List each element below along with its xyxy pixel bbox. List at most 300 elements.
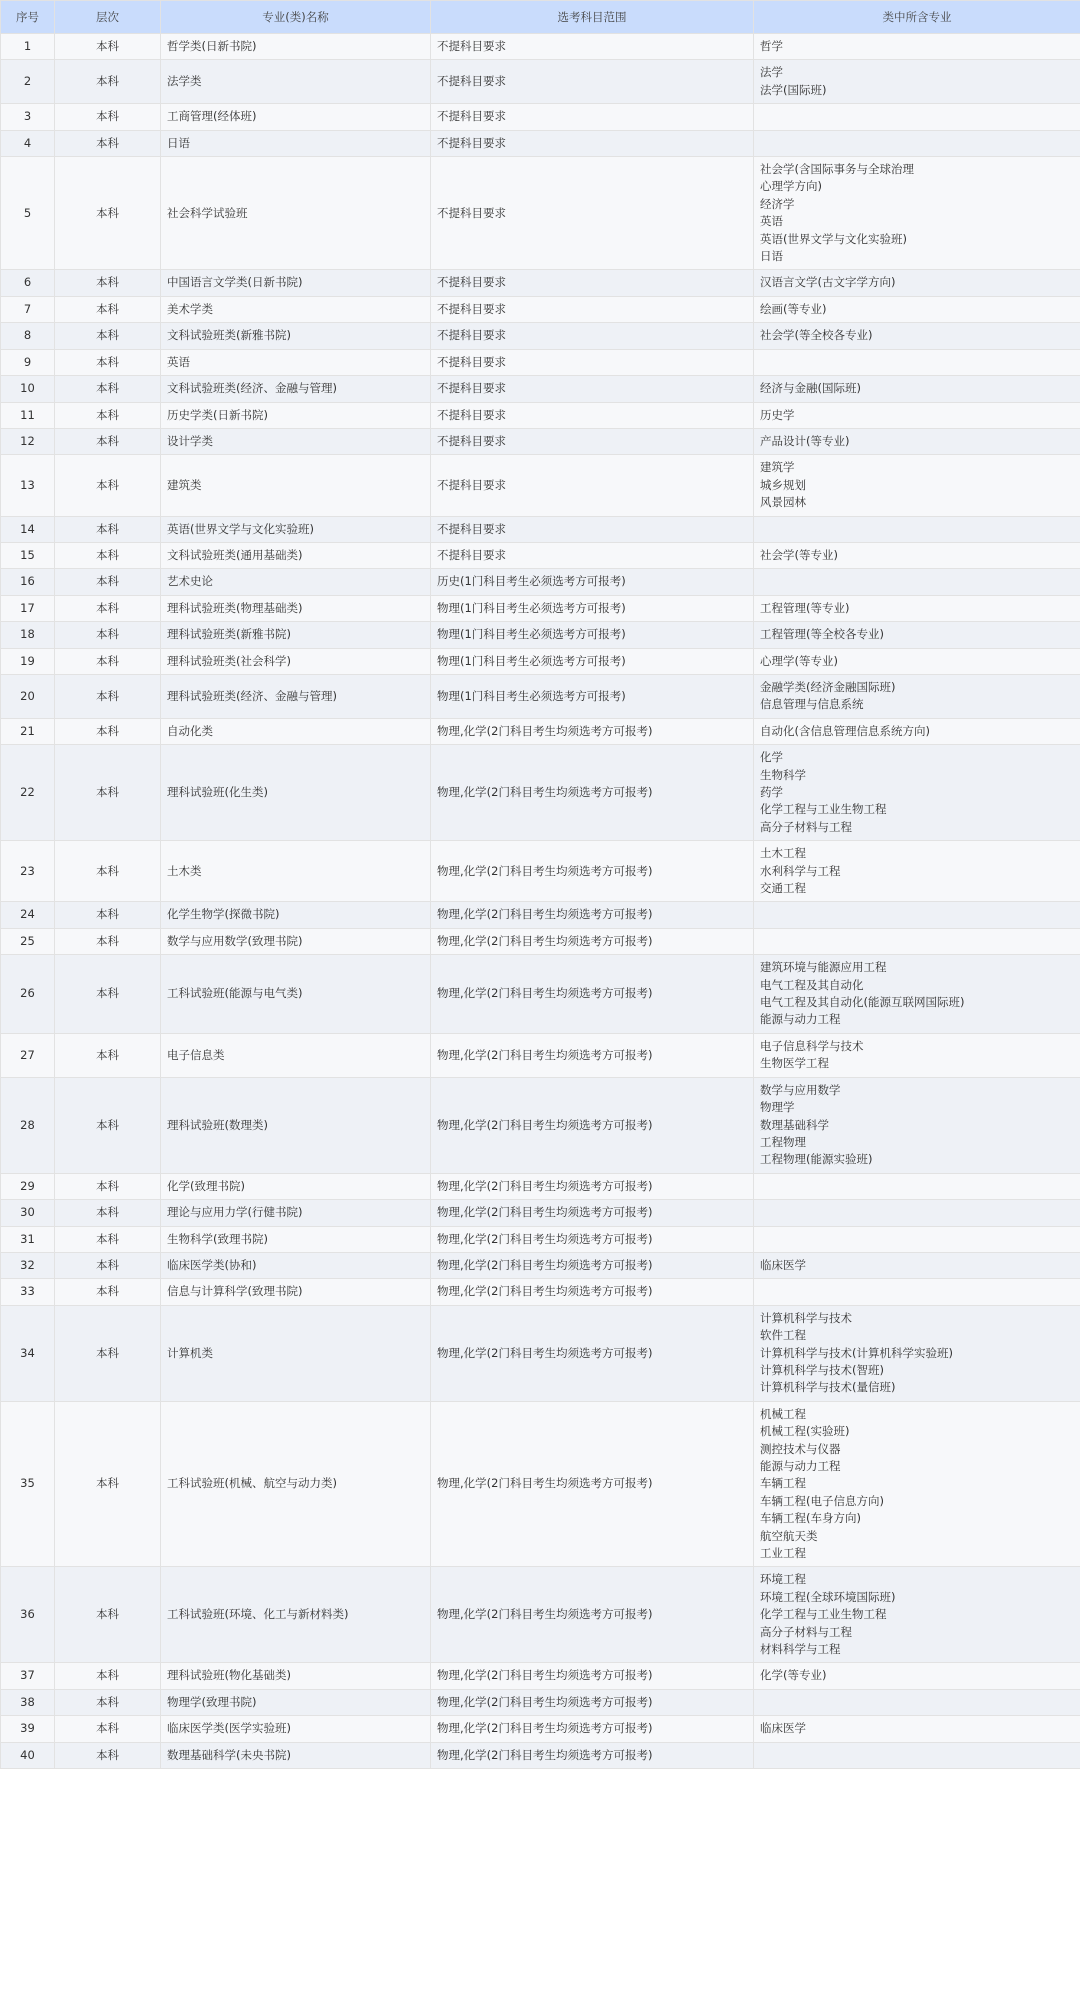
- included-major-item: 心理学(等专业): [760, 653, 838, 668]
- cell-included-majors: [754, 455, 1080, 516]
- cell-major-name: 工科试验班(机械、航空与动力类): [161, 1401, 431, 1567]
- included-major-item: 数理基础科学: [760, 1117, 829, 1132]
- cell-major-name: 计算机类: [161, 1305, 431, 1401]
- cell-major-name: 美术学类: [161, 296, 431, 322]
- table-row: [1, 60, 1080, 104]
- cell-major-name: 物理学(致理书院): [161, 1689, 431, 1715]
- cell-major-name: 信息与计算科学(致理书院): [161, 1279, 431, 1305]
- cell-level: 本科: [55, 428, 161, 454]
- table-row: [1, 1689, 1080, 1715]
- cell-index: 5: [1, 157, 55, 270]
- included-major-item: 数学与应用数学: [760, 1082, 841, 1097]
- cell-index: 17: [1, 595, 55, 621]
- table-row: [1, 674, 1080, 718]
- cell-major-name: 化学(致理书院): [161, 1173, 431, 1199]
- cell-included-majors: [754, 270, 1080, 296]
- cell-level: 本科: [55, 130, 161, 156]
- cell-major-name: 英语: [161, 349, 431, 375]
- table-header-row: [1, 1, 1080, 34]
- cell-level: 本科: [55, 455, 161, 516]
- included-major-item: 社会学(等全校各专业): [760, 328, 873, 343]
- included-major-item: 建筑学: [760, 460, 795, 475]
- included-major-item: 生物科学: [760, 767, 806, 782]
- cell-level: 本科: [55, 569, 161, 595]
- included-major-item: 工程物理(能源实验班): [760, 1152, 873, 1167]
- cell-level: 本科: [55, 1567, 161, 1663]
- table-row: [1, 1200, 1080, 1226]
- cell-included-majors: [754, 1716, 1080, 1742]
- table-row: [1, 1401, 1080, 1567]
- cell-index: 8: [1, 323, 55, 349]
- cell-subject-requirement: 物理,化学(2门科目考生均须选考方可报考): [431, 902, 754, 928]
- cell-subject-requirement: 物理,化学(2门科目考生均须选考方可报考): [431, 1173, 754, 1199]
- table-row: [1, 157, 1080, 270]
- included-major-item: 城乡规划: [760, 477, 806, 492]
- cell-major-name: 理科试验班类(物理基础类): [161, 595, 431, 621]
- included-major-item: 自动化(含信息管理信息系统方向): [760, 723, 930, 738]
- cell-level: 本科: [55, 1033, 161, 1077]
- included-major-item: 化学工程与工业生物工程: [760, 1607, 887, 1622]
- included-major-item: 工程管理(等专业): [760, 600, 850, 615]
- included-major-item: 英语: [760, 214, 783, 229]
- included-major-item: 经济学: [760, 196, 795, 211]
- cell-index: 12: [1, 428, 55, 454]
- cell-included-majors: [754, 1689, 1080, 1715]
- included-major-item: 化学(等专业): [760, 1668, 827, 1683]
- cell-subject-requirement: 物理(1门科目考生必须选考方可报考): [431, 622, 754, 648]
- cell-included-majors: [754, 1305, 1080, 1401]
- included-major-item: 经济与金融(国际班): [760, 381, 861, 396]
- cell-subject-requirement: 不提科目要求: [431, 402, 754, 428]
- cell-subject-requirement: 不提科目要求: [431, 130, 754, 156]
- cell-index: 1: [1, 34, 55, 60]
- cell-major-name: 文科试验班类(新雅书院): [161, 323, 431, 349]
- table-row: [1, 1033, 1080, 1077]
- cell-major-name: 哲学类(日新书院): [161, 34, 431, 60]
- cell-major-name: 工科试验班(环境、化工与新材料类): [161, 1567, 431, 1663]
- cell-level: 本科: [55, 323, 161, 349]
- cell-subject-requirement: 物理,化学(2门科目考生均须选考方可报考): [431, 1567, 754, 1663]
- cell-index: 15: [1, 542, 55, 568]
- cell-major-name: 临床医学类(协和): [161, 1252, 431, 1278]
- cell-subject-requirement: 物理,化学(2门科目考生均须选考方可报考): [431, 841, 754, 902]
- cell-included-majors: [754, 296, 1080, 322]
- included-major-item: 汉语言文学(古文字学方向): [760, 275, 896, 290]
- cell-level: 本科: [55, 622, 161, 648]
- cell-index: 31: [1, 1226, 55, 1252]
- table-row: [1, 270, 1080, 296]
- cell-level: 本科: [55, 296, 161, 322]
- cell-major-name: 理科试验班(化生类): [161, 745, 431, 841]
- included-major-item: 高分子材料与工程: [760, 1624, 852, 1639]
- cell-index: 32: [1, 1252, 55, 1278]
- included-major-item: 软件工程: [760, 1328, 806, 1343]
- cell-index: 34: [1, 1305, 55, 1401]
- cell-level: 本科: [55, 1173, 161, 1199]
- included-major-item: 历史学: [760, 407, 795, 422]
- table-row: [1, 104, 1080, 130]
- table-row: [1, 1226, 1080, 1252]
- cell-included-majors: [754, 542, 1080, 568]
- table-row: [1, 1077, 1080, 1173]
- cell-level: 本科: [55, 648, 161, 674]
- cell-level: 本科: [55, 1401, 161, 1567]
- cell-level: 本科: [55, 928, 161, 954]
- cell-index: 3: [1, 104, 55, 130]
- table-row: [1, 34, 1080, 60]
- included-major-item: 计算机科学与技术(计算机科学实验班): [760, 1345, 953, 1360]
- cell-included-majors: [754, 130, 1080, 156]
- cell-included-majors: [754, 955, 1080, 1034]
- cell-major-name: 建筑类: [161, 455, 431, 516]
- cell-index: 30: [1, 1200, 55, 1226]
- cell-index: 10: [1, 376, 55, 402]
- cell-major-name: 电子信息类: [161, 1033, 431, 1077]
- included-major-item: 电气工程及其自动化: [760, 977, 864, 992]
- included-major-item: 环境工程: [760, 1572, 806, 1587]
- cell-included-majors: [754, 1567, 1080, 1663]
- cell-level: 本科: [55, 595, 161, 621]
- table-row: [1, 428, 1080, 454]
- cell-subject-requirement: 物理,化学(2门科目考生均须选考方可报考): [431, 1663, 754, 1689]
- cell-index: 33: [1, 1279, 55, 1305]
- cell-subject-requirement: 物理,化学(2门科目考生均须选考方可报考): [431, 1742, 754, 1768]
- table-row: [1, 648, 1080, 674]
- cell-index: 25: [1, 928, 55, 954]
- included-major-item: 心理学方向): [760, 179, 822, 194]
- cell-included-majors: [754, 718, 1080, 744]
- included-major-item: 绘画(等专业): [760, 301, 827, 316]
- table-row: [1, 1305, 1080, 1401]
- cell-level: 本科: [55, 1200, 161, 1226]
- included-major-item: 工程物理: [760, 1134, 806, 1149]
- cell-index: 4: [1, 130, 55, 156]
- cell-index: 24: [1, 902, 55, 928]
- included-major-item: 计算机科学与技术(智班): [760, 1362, 884, 1377]
- cell-included-majors: [754, 1401, 1080, 1567]
- cell-subject-requirement: 物理,化学(2门科目考生均须选考方可报考): [431, 1716, 754, 1742]
- included-major-item: 水利科学与工程: [760, 863, 841, 878]
- cell-subject-requirement: 物理,化学(2门科目考生均须选考方可报考): [431, 1252, 754, 1278]
- included-major-item: 材料科学与工程: [760, 1642, 841, 1657]
- table-row: [1, 622, 1080, 648]
- table-row: [1, 402, 1080, 428]
- cell-level: 本科: [55, 1689, 161, 1715]
- cell-level: 本科: [55, 1077, 161, 1173]
- included-major-item: 计算机科学与技术: [760, 1310, 852, 1325]
- included-major-item: 临床医学: [760, 1721, 806, 1736]
- cell-level: 本科: [55, 1305, 161, 1401]
- cell-included-majors: [754, 1033, 1080, 1077]
- cell-subject-requirement: 物理,化学(2门科目考生均须选考方可报考): [431, 1226, 754, 1252]
- cell-index: 37: [1, 1663, 55, 1689]
- included-major-item: 能源与动力工程: [760, 1459, 841, 1473]
- header-major-name: 专业(类)名称: [161, 1, 431, 34]
- cell-major-name: 法学类: [161, 60, 431, 104]
- cell-subject-requirement: 物理,化学(2门科目考生均须选考方可报考): [431, 1279, 754, 1305]
- cell-subject-requirement: 物理,化学(2门科目考生均须选考方可报考): [431, 1077, 754, 1173]
- included-major-item: 信息管理与信息系统: [760, 697, 864, 712]
- cell-index: 35: [1, 1401, 55, 1567]
- included-major-item: 土木工程: [760, 846, 806, 861]
- cell-level: 本科: [55, 745, 161, 841]
- included-major-item: 社会学(含国际事务与全球治理: [760, 162, 914, 177]
- included-major-item: 金融学类(经济金融国际班): [760, 679, 896, 694]
- cell-index: 19: [1, 648, 55, 674]
- table-row: [1, 902, 1080, 928]
- cell-level: 本科: [55, 516, 161, 542]
- cell-included-majors: [754, 1077, 1080, 1173]
- included-major-item: 哲学: [760, 39, 783, 53]
- cell-subject-requirement: 物理,化学(2门科目考生均须选考方可报考): [431, 928, 754, 954]
- included-major-item: 社会学(等专业): [760, 547, 838, 562]
- cell-index: 28: [1, 1077, 55, 1173]
- cell-level: 本科: [55, 1742, 161, 1768]
- cell-level: 本科: [55, 1663, 161, 1689]
- included-major-item: 机械工程: [760, 1406, 806, 1421]
- included-major-item: 测控技术与仪器: [760, 1441, 841, 1456]
- cell-index: 20: [1, 674, 55, 718]
- cell-included-majors: [754, 1200, 1080, 1226]
- table-row: [1, 595, 1080, 621]
- cell-major-name: 英语(世界文学与文化实验班): [161, 516, 431, 542]
- header-included-majors: 类中所含专业: [754, 1, 1080, 34]
- cell-major-name: 理科试验班类(新雅书院): [161, 622, 431, 648]
- cell-included-majors: [754, 402, 1080, 428]
- cell-index: 13: [1, 455, 55, 516]
- included-major-item: 生物医学工程: [760, 1056, 829, 1071]
- cell-subject-requirement: 不提科目要求: [431, 349, 754, 375]
- header-index: 序号: [1, 1, 55, 34]
- cell-subject-requirement: 物理(1门科目考生必须选考方可报考): [431, 674, 754, 718]
- cell-subject-requirement: 物理,化学(2门科目考生均须选考方可报考): [431, 955, 754, 1034]
- cell-included-majors: [754, 622, 1080, 648]
- cell-major-name: 理科试验班类(经济、金融与管理): [161, 674, 431, 718]
- cell-level: 本科: [55, 1279, 161, 1305]
- cell-level: 本科: [55, 349, 161, 375]
- cell-level: 本科: [55, 1226, 161, 1252]
- cell-level: 本科: [55, 270, 161, 296]
- cell-subject-requirement: 物理,化学(2门科目考生均须选考方可报考): [431, 1689, 754, 1715]
- included-major-item: 法学(国际班): [760, 82, 827, 97]
- cell-index: 29: [1, 1173, 55, 1199]
- included-major-item: 日语: [760, 249, 783, 264]
- cell-subject-requirement: 不提科目要求: [431, 104, 754, 130]
- cell-included-majors: [754, 928, 1080, 954]
- table-row: [1, 1279, 1080, 1305]
- included-major-item: 电子信息科学与技术: [760, 1038, 864, 1053]
- cell-included-majors: [754, 349, 1080, 375]
- included-major-item: 物理学: [760, 1100, 795, 1115]
- cell-index: 6: [1, 270, 55, 296]
- table-row: [1, 376, 1080, 402]
- cell-subject-requirement: 不提科目要求: [431, 157, 754, 270]
- cell-included-majors: [754, 648, 1080, 674]
- cell-subject-requirement: 物理,化学(2门科目考生均须选考方可报考): [431, 718, 754, 744]
- table-row: [1, 1742, 1080, 1768]
- cell-subject-requirement: 不提科目要求: [431, 34, 754, 60]
- cell-major-name: 化学生物学(探微书院): [161, 902, 431, 928]
- included-major-item: 能源与动力工程: [760, 1012, 841, 1027]
- cell-included-majors: [754, 34, 1080, 60]
- cell-included-majors: [754, 1252, 1080, 1278]
- included-major-item: 车辆工程(电子信息方向): [760, 1493, 884, 1508]
- included-major-item: 产品设计(等专业): [760, 433, 850, 448]
- included-major-item: 化学: [760, 750, 783, 765]
- header-subject-requirement: 选考科目范围: [431, 1, 754, 34]
- cell-index: 18: [1, 622, 55, 648]
- cell-subject-requirement: 物理,化学(2门科目考生均须选考方可报考): [431, 1200, 754, 1226]
- included-major-item: 法学: [760, 65, 783, 80]
- table-row: [1, 1567, 1080, 1663]
- cell-level: 本科: [55, 902, 161, 928]
- cell-major-name: 工商管理(经体班): [161, 104, 431, 130]
- included-major-item: 风景园林: [760, 495, 806, 510]
- cell-included-majors: [754, 1742, 1080, 1768]
- cell-index: 11: [1, 402, 55, 428]
- cell-major-name: 理科试验班(数理类): [161, 1077, 431, 1173]
- cell-included-majors: [754, 157, 1080, 270]
- cell-included-majors: [754, 1279, 1080, 1305]
- cell-subject-requirement: 物理(1门科目考生必须选考方可报考): [431, 648, 754, 674]
- included-major-item: 交通工程: [760, 881, 806, 896]
- cell-major-name: 土木类: [161, 841, 431, 902]
- cell-level: 本科: [55, 955, 161, 1034]
- table-row: [1, 323, 1080, 349]
- cell-level: 本科: [55, 542, 161, 568]
- cell-subject-requirement: 不提科目要求: [431, 296, 754, 322]
- cell-included-majors: [754, 745, 1080, 841]
- cell-major-name: 文科试验班类(通用基础类): [161, 542, 431, 568]
- cell-included-majors: [754, 60, 1080, 104]
- cell-subject-requirement: 物理,化学(2门科目考生均须选考方可报考): [431, 1033, 754, 1077]
- cell-level: 本科: [55, 376, 161, 402]
- cell-subject-requirement: 不提科目要求: [431, 270, 754, 296]
- cell-level: 本科: [55, 34, 161, 60]
- cell-index: 36: [1, 1567, 55, 1663]
- cell-subject-requirement: 不提科目要求: [431, 455, 754, 516]
- cell-included-majors: [754, 516, 1080, 542]
- cell-index: 23: [1, 841, 55, 902]
- cell-subject-requirement: 历史(1门科目考生必须选考方可报考): [431, 569, 754, 595]
- cell-major-name: 理科试验班类(社会科学): [161, 648, 431, 674]
- included-major-item: 英语(世界文学与文化实验班): [760, 231, 907, 246]
- included-major-item: 工业工程: [760, 1546, 806, 1561]
- table-row: [1, 718, 1080, 744]
- cell-index: 26: [1, 955, 55, 1034]
- cell-major-name: 生物科学(致理书院): [161, 1226, 431, 1252]
- cell-level: 本科: [55, 402, 161, 428]
- table-body: [1, 34, 1080, 1769]
- cell-included-majors: [754, 1226, 1080, 1252]
- cell-index: 14: [1, 516, 55, 542]
- table-row: [1, 745, 1080, 841]
- table-row: [1, 1663, 1080, 1689]
- table-row: [1, 569, 1080, 595]
- cell-major-name: 社会科学试验班: [161, 157, 431, 270]
- cell-index: 16: [1, 569, 55, 595]
- cell-major-name: 工科试验班(能源与电气类): [161, 955, 431, 1034]
- cell-subject-requirement: 不提科目要求: [431, 542, 754, 568]
- cell-index: 22: [1, 745, 55, 841]
- cell-level: 本科: [55, 841, 161, 902]
- table-row: [1, 516, 1080, 542]
- table-row: [1, 1173, 1080, 1199]
- included-major-item: 工程管理(等全校各专业): [760, 627, 884, 642]
- cell-included-majors: [754, 569, 1080, 595]
- cell-major-name: 临床医学类(医学实验班): [161, 1716, 431, 1742]
- cell-included-majors: [754, 902, 1080, 928]
- cell-level: 本科: [55, 60, 161, 104]
- cell-major-name: 数理基础科学(未央书院): [161, 1742, 431, 1768]
- cell-included-majors: [754, 104, 1080, 130]
- included-major-item: 航空航天类: [760, 1528, 818, 1543]
- table-row: [1, 349, 1080, 375]
- cell-major-name: 设计学类: [161, 428, 431, 454]
- cell-included-majors: [754, 1663, 1080, 1689]
- cell-subject-requirement: 不提科目要求: [431, 376, 754, 402]
- cell-level: 本科: [55, 1716, 161, 1742]
- cell-included-majors: [754, 841, 1080, 902]
- cell-subject-requirement: 物理,化学(2门科目考生均须选考方可报考): [431, 1401, 754, 1567]
- included-major-item: 化学工程与工业生物工程: [760, 802, 887, 817]
- table-row: [1, 955, 1080, 1034]
- cell-included-majors: [754, 1173, 1080, 1199]
- cell-index: 21: [1, 718, 55, 744]
- cell-index: 38: [1, 1689, 55, 1715]
- cell-major-name: 文科试验班类(经济、金融与管理): [161, 376, 431, 402]
- table-row: [1, 841, 1080, 902]
- cell-major-name: 艺术史论: [161, 569, 431, 595]
- cell-index: 9: [1, 349, 55, 375]
- cell-major-name: 自动化类: [161, 718, 431, 744]
- included-major-item: 计算机科学与技术(量信班): [760, 1380, 896, 1395]
- cell-subject-requirement: 物理(1门科目考生必须选考方可报考): [431, 595, 754, 621]
- cell-major-name: 理科试验班(物化基础类): [161, 1663, 431, 1689]
- cell-included-majors: [754, 674, 1080, 718]
- included-major-item: 车辆工程(车身方向): [760, 1511, 861, 1526]
- included-major-item: 环境工程(全球环境国际班): [760, 1589, 896, 1604]
- cell-level: 本科: [55, 718, 161, 744]
- cell-major-name: 理论与应用力学(行健书院): [161, 1200, 431, 1226]
- cell-index: 27: [1, 1033, 55, 1077]
- cell-major-name: 日语: [161, 130, 431, 156]
- cell-subject-requirement: 物理,化学(2门科目考生均须选考方可报考): [431, 1305, 754, 1401]
- cell-included-majors: [754, 323, 1080, 349]
- cell-subject-requirement: 不提科目要求: [431, 323, 754, 349]
- table-row: [1, 130, 1080, 156]
- included-major-item: 电气工程及其自动化(能源互联网国际班): [760, 995, 965, 1010]
- cell-major-name: 历史学类(日新书院): [161, 402, 431, 428]
- included-major-item: 高分子材料与工程: [760, 819, 852, 834]
- cell-included-majors: [754, 595, 1080, 621]
- cell-index: 40: [1, 1742, 55, 1768]
- included-major-item: 建筑环境与能源应用工程: [760, 960, 887, 975]
- cell-subject-requirement: 物理,化学(2门科目考生均须选考方可报考): [431, 745, 754, 841]
- table-row: [1, 542, 1080, 568]
- table-row: [1, 1252, 1080, 1278]
- cell-included-majors: [754, 376, 1080, 402]
- cell-major-name: 中国语言文学类(日新书院): [161, 270, 431, 296]
- cell-subject-requirement: 不提科目要求: [431, 60, 754, 104]
- cell-level: 本科: [55, 157, 161, 270]
- included-major-item: 药学: [760, 785, 783, 799]
- table-row: [1, 455, 1080, 516]
- included-major-item: 车辆工程: [760, 1476, 806, 1491]
- cell-included-majors: [754, 428, 1080, 454]
- cell-level: 本科: [55, 104, 161, 130]
- table-row: [1, 928, 1080, 954]
